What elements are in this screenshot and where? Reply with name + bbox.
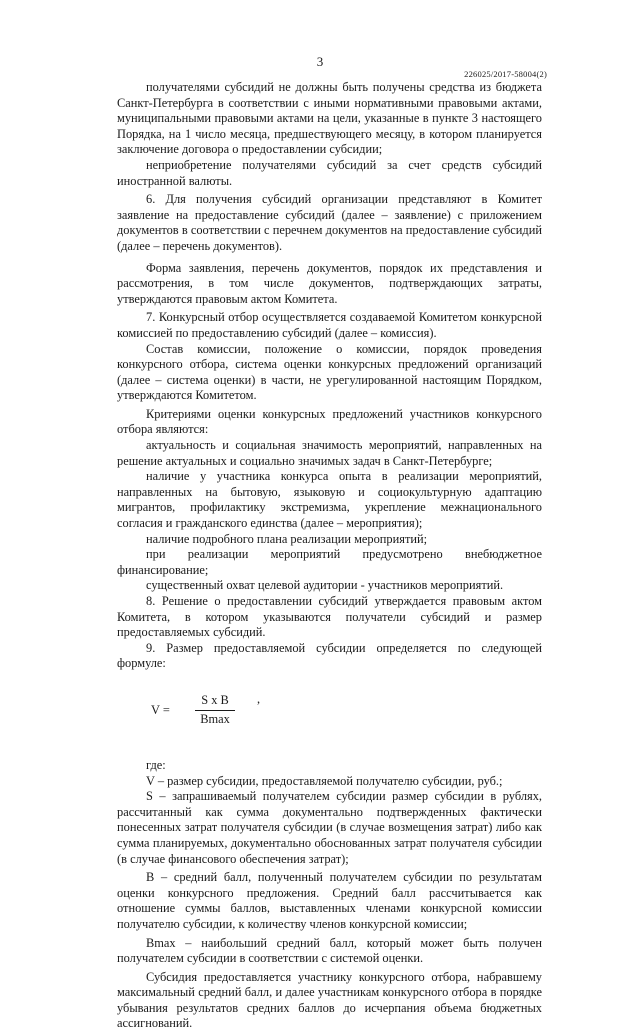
document-reference: 226025/2017-58004(2) [464, 69, 547, 79]
formula-lhs: V = [151, 702, 170, 717]
paragraph: получателями субсидий не должны быть получены средства из бюджета Санкт-Петербурга в соответствии с иными нормативными правовыми актами, муниципальными правовыми актами на цели, указанные в пункте 3 настоящего Порядка, на 1 число месяца, предшествующего месяцу, в котором планируется заключение договора о предоставлении субсидии; [117, 80, 542, 157]
page-number: 3 [316, 54, 324, 69]
paragraph: Критериями оценки конкурсных предложений участников конкурсного отбора являются: [117, 406, 542, 437]
paragraph: 6. Для получения субсидий организации представляют в Комитет заявление на предоставление субсидий (далее – заявление) с приложением документов в соответствии с перечнем документов на предоставление субсидий (далее – перечень документов). [117, 192, 542, 253]
paragraph: наличие подробного плана реализации мероприятий; [146, 531, 428, 546]
subsidy-formula [117, 686, 542, 736]
paragraph: Состав комиссии, положение о комиссии, порядок проведения конкурсного отбора, система оценки конкурсных предложений организаций (далее – система оценки) в части, не урегулированной настоящим Порядком, утверждаются Комитетом. [117, 341, 542, 403]
paragraph: где: [146, 757, 166, 772]
paragraph: при реализации мероприятий предусмотрено внебюджетное финансирование; [117, 547, 542, 577]
paragraph: Bmax – наибольший средний балл, который может быть получен получателем субсидии в соответствии с системой оценки. [117, 935, 542, 966]
paragraph: 7. Конкурсный отбор осуществляется создаваемой Комитетом конкурсной комиссией по предоставлению субсидий (далее – комиссия). [117, 310, 542, 340]
paragraph: S – запрашиваемый получателем субсидии размер субсидии в рублях, рассчитанный как сумма документально подтвержденных фактически понесенных затрат получателя субсидии (в случае возмещения затрат) либо как сумма планируемых, документально обоснованных затрат получателя субсидии (в случае финансового обеспечения затрат); [117, 789, 542, 866]
formula-comma: , [257, 691, 261, 706]
paragraph: актуальность и социальная значимость мероприятий, направленных на решение актуальных и социально значимых задач в Санкт-Петербурге; [117, 438, 542, 468]
paragraph: наличие у участника конкурса опыта в реализации мероприятий, направленных на бытовую, языковую и социокультурную адаптацию мигрантов, профилактику экстремизма, укрепление межнационального согласия и гражданского единства (далее – мероприятия); [117, 469, 542, 531]
paragraph: 8. Решение о предоставлении субсидий утверждается правовым актом Комитета, в котором указываются получатели субсидий и размер предоставляемых субсидий. [117, 594, 542, 640]
paragraph: Субсидия предоставляется участнику конкурсного отбора, набравшему максимальный средний балл, и далее участникам конкурсного отбора в порядке убывания результатов средних баллов до исчерпания объема бюджетных ассигнований. [117, 969, 542, 1031]
formula-fraction [195, 693, 235, 727]
formula-denominator: Bmax [200, 711, 230, 726]
paragraph: 9. Размер предоставляемой субсидии определяется по следующей формуле: [117, 640, 542, 671]
paragraph: неприобретение получателями субсидий за счет средств субсидий иностранной валюты. [117, 157, 542, 188]
paragraph: существенный охват целевой аудитории - участников мероприятий. [146, 578, 504, 593]
document-body [117, 80, 542, 1032]
paragraph: B – средний балл, полученный получателем субсидии по результатам оценки конкурсного предложения. Средний балл рассчитывается как отношение суммы баллов, выставленных членами конкурсной комиссии получателю субсидии, к количеству членов конкурсной комиссии; [117, 870, 542, 931]
paragraph: V – размер субсидии, предоставляемой получателю субсидии, руб.; [146, 773, 503, 788]
paragraph: Форма заявления, перечень документов, порядок их представления и рассмотрения, в том числе документов, подтверждающих затраты, утверждаются правовым актом Комитета. [117, 260, 542, 306]
formula-numerator: S x B [195, 693, 235, 711]
